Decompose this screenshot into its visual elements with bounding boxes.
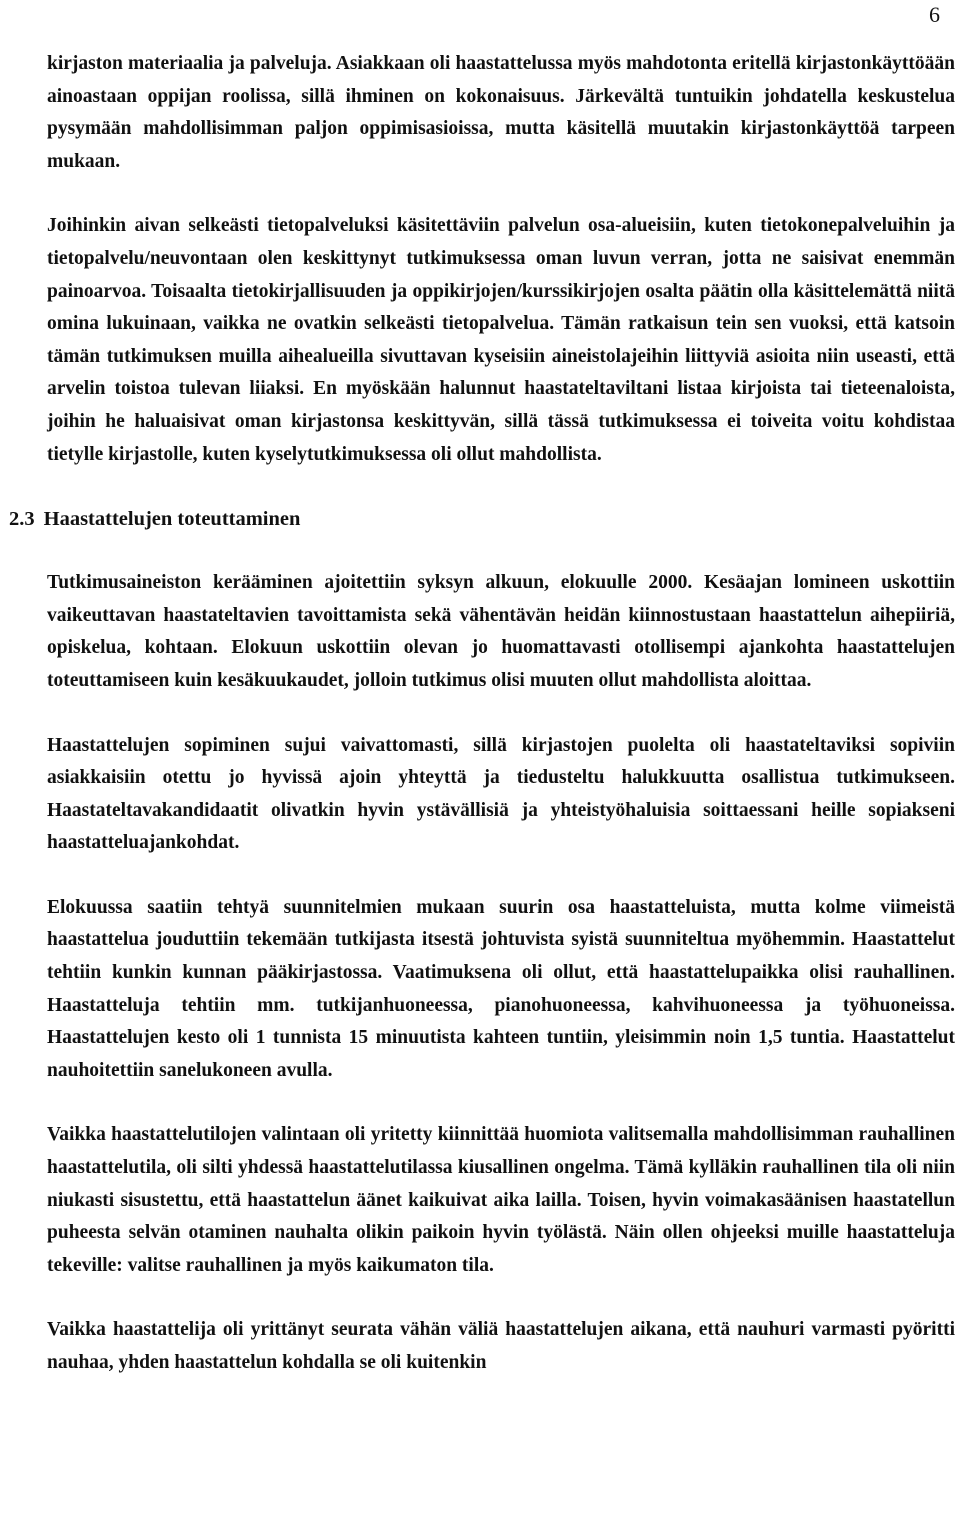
paragraph: Elokuussa saatiin tehtyä suunnitelmien mukaan suurin osa haastatteluista, mutta kolme viimeistä haastattelua jouduttiin tekemään tutkijasta itsestä johtuvista syistä suunniteltua myöhemmin. Haastattelut tehtiin kunkin kunnan pääkirjastossa. Vaatimuksena oli ollut, että haastattelupaikka olisi rauhallinen. Haastatteluja tehtiin mm. tutkijanhuoneessa, pianohuoneessa, kahvihuoneessa ja työhuoneissa. Haastattelujen kesto oli 1 tunnista 15 minuutista kahteen tuntiin, yleisimmin noin 1,5 tuntia. Haastattelut nauhoitettiin sanelukoneen avulla. <box>47 896 955 1081</box>
paragraph: Vaikka haastattelija oli yrittänyt seurata vähän väliä haastattelujen aikana, että nauhuri varmasti pyöritti nauhaa, yhden haastattelun kohdalla se oli kuitenkin <box>47 1319 955 1373</box>
paragraph: Haastattelujen sopiminen sujui vaivattomasti, sillä kirjastojen puolelta oli haastateltaviksi sopiviin asiakkaisiin otettu jo hyvissä ajoin yhteyttä ja tiedusteltu halukkuutta osallistua tutkimukseen. Haastateltavakandidaatit olivatkin hyvin ystävällisiä ja yhteistyöhaluisia soittaessani heille sopiakseni haastatteluajankohdat. <box>47 734 955 854</box>
paragraph: kirjaston materiaalia ja palveluja. Asiakkaan oli haastattelussa myös mahdotonta eritellä kirjastonkäyttöään ainoastaan oppijan roolissa, sillä ihminen on kokonaisuus. Järkevältä tuntuikin johdatella keskustelua pysymään mahdollisimman paljon oppimisasioissa, mutta käsitellä muutakin kirjastonkäyttöä tarpeen mukaan. <box>47 53 955 172</box>
page-number: 6 <box>929 2 940 27</box>
document-body <box>9 48 955 1380</box>
paragraph: Tutkimusaineiston kerääminen ajoitettiin syksyn alkuun, elokuulle 2000. Kesäajan lomineen uskottiin vaikeuttavan haastateltavien tavoittamista sekä vähentävän heidän kiinnostustaan haastattelun aihepiiriä, opiskelua, kohtaan. Elokuun uskottiin olevan jo huomattavasti otollisempi ajankohta haastattelujen toteuttamiseen kuin kesäkuukaudet, jolloin tutkimus olisi muuten ollut mahdollista aloittaa. <box>47 572 955 691</box>
paragraph: Joihinkin aivan selkeästi tietopalveluksi käsitettäviin palvelun osa-alueisiin, kuten tietokonepalveluihin ja tietopalvelu/neuvontaan olen keskittynyt tutkimuksessa oman luvun verran, jotta ne saisivat enemmän painoarvoa. Toisaalta tietokirjallisuuden ja oppikirjojen/kurssikirjojen osalta päätin olla käsittelemättä niitä omina lukuinaan, vaikka ne ovatkin selkeästi tietopalvelua. Tämän ratkaisun tein sen vuoksi, että katsoin tämän tutkimuksen muilla aihealueilla sivuttavan kyseisiin aineistolajeihin liittyviä asioita niin useasti, että arvelin toistoa tulevan liiaksi. En myöskään halunnut haastateltaviltani listaa kirjoista tai tieteenaloista, joihin he haluaisivat oman kirjastonsa keskittyvän, sillä tässä tutkimuksessa ei toiveita voitu kohdistaa tietylle kirjastolle, kuten kyselytutkimuksessa oli ollut mahdollista. <box>47 215 955 465</box>
section-title: Haastattelujen toteuttaminen <box>43 508 301 531</box>
paragraph: Vaikka haastattelutilojen valintaan oli yritetty kiinnittää huomiota valitsemalla mahdollisimman rauhallinen haastattelutila, oli silti yhdessä haastattelutilassa kiusallinen ongelma. Tämä kylläkin rauhallinen tila oli niin niukasti sisustettu, että haastattelun äänet kaikuivat aika lailla. Toisen, hyvin voimakasäänisen haastatellun puheesta selvän otaminen nauhalta olikin paikoin hyvin työlästä. Näin ollen ohjeeksi muille haastatteluja tekeville: valitse rauhallinen ja myös kaikumaton tila. <box>47 1124 955 1276</box>
section-heading <box>9 503 955 535</box>
section-number: 2.3 <box>9 508 35 531</box>
